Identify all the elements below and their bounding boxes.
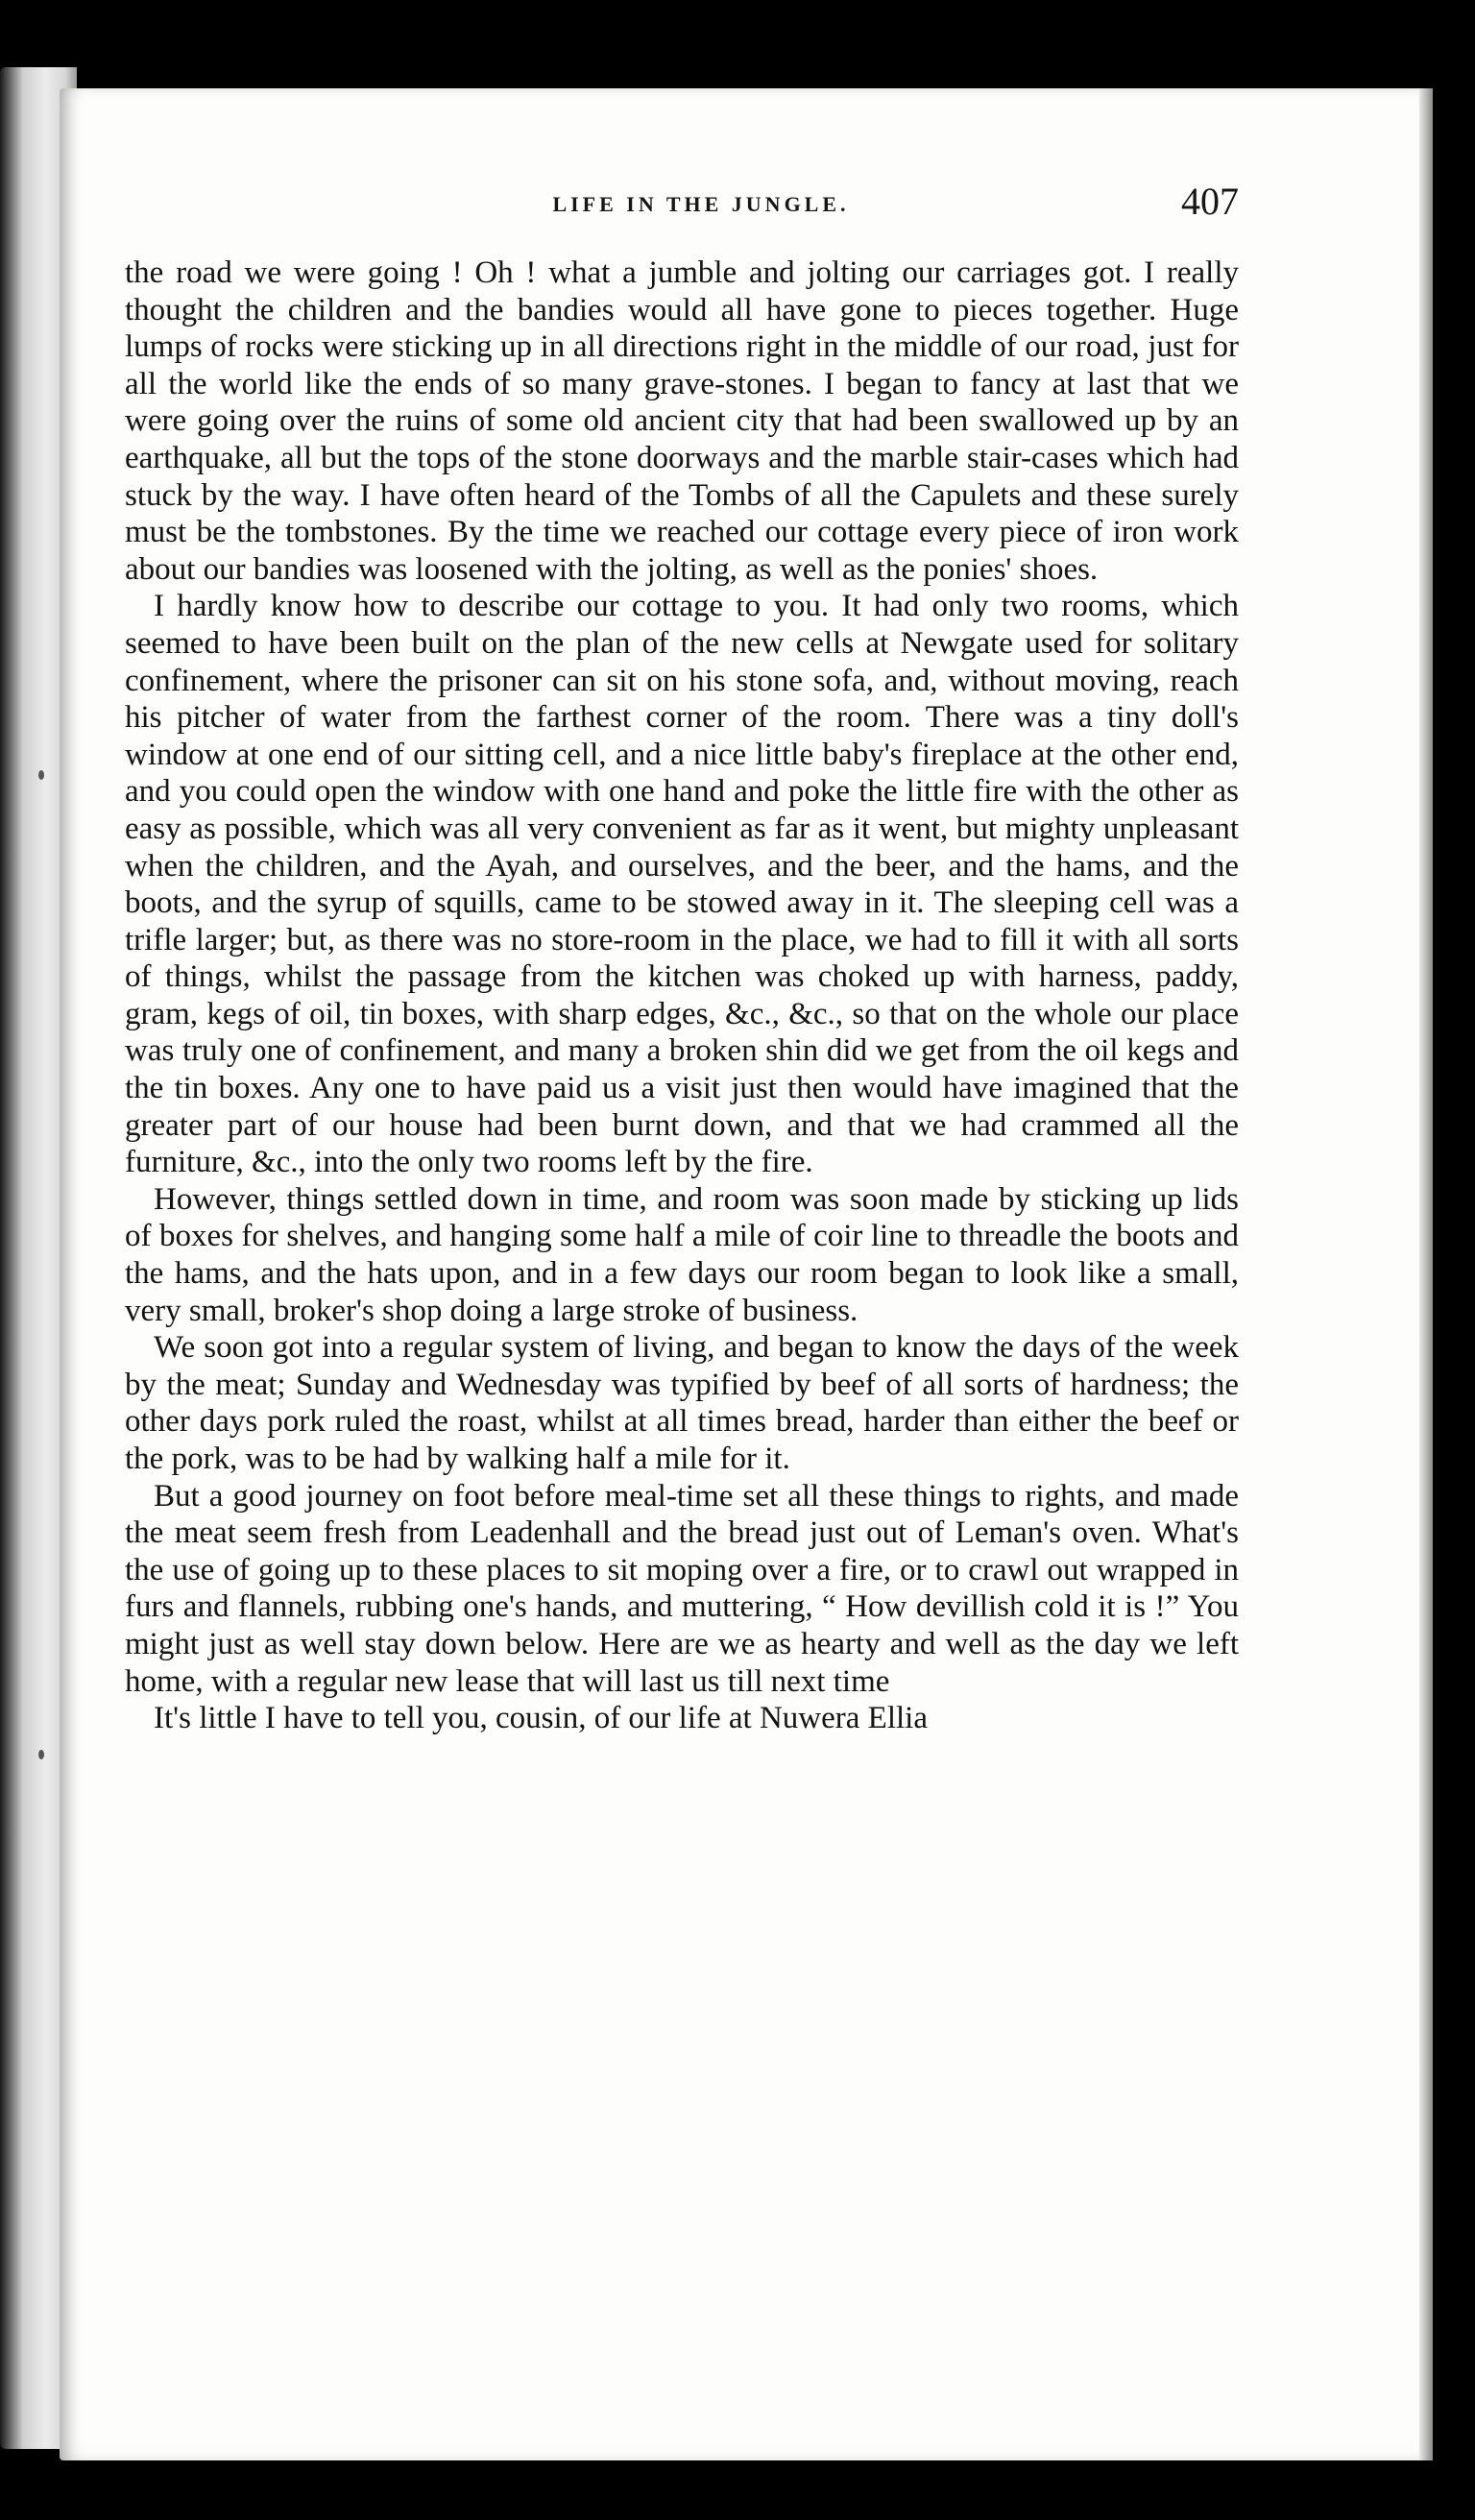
paragraph: However, things settled down in time, and room was soon made by sticking up lids of boxes for shelves, and hanging some half a mile of coir line to threadle the boots and the hams, and the hats upon, and in a few days our room began to look like a small, very small, broker's shop doing a large stroke of business. xyxy=(125,1181,1239,1328)
page-number: 407 xyxy=(1181,180,1239,223)
paragraph: the road we were going ! Oh ! what a jumble and jolting our carriages got. I really thought the children and the bandies would all have gone to pieces together. Huge lumps of rocks were sticking up in all directions right in the middle of our road, just for all the world like the ends of so many grave-stones. I began to fancy at last that we were going over the ruins of some old ancient city that had been swallowed up by an earthquake, all but the tops of the stone doorways and the marble stair-cases which had stuck by the way. I have often heard of the Tombs of all the Capulets and these surely must be the tombstones. By the time we reached our cottage every piece of iron work about our bandies was loosened with the jolting, as well as the ponies' shoes. xyxy=(125,255,1239,587)
scan-speck xyxy=(38,770,44,780)
paragraph: It's little I have to tell you, cousin, of our life at Nuwera Ellia xyxy=(154,1701,928,1736)
paragraph: I hardly know how to describe our cottage to you. It had only two rooms, which seemed to have been built on the plan of the new cells at Newgate used for solitary confinement, where the prisoner can sit on his stone sofa, and, without moving, reach his pitcher of water from the farthest corner of the room. There was a tiny doll's window at one end of our sitting cell, and a nice little baby's fireplace at the other end, and you could open the window with one hand and poke the little fire with the other as easy as possible, which was all very convenient as far as it went, but mighty unpleasant when the children, and the Ayah, and ourselves, and the beer, and the hams, and the boots, and the syrup of squills, came to be stowed away in it. The sleeping cell was a trifle larger; but, as there was no store-room in the place, we had to fill it with all sorts of things, whilst the passage from the kitchen was choked up with harness, paddy, gram, kegs of oil, tin boxes, with sharp edges, &c., &c., so that on the whole our place was truly one of confinement, and many a broken shin did we get from the oil kegs and the tin boxes. Any one to have paid us a visit just then would have imagined that the greater part of our house had been burnt down, and that we had crammed all the furniture, &c., into the only two rooms left by the fire. xyxy=(125,589,1239,1180)
page-right-edge xyxy=(1419,88,1433,2460)
paragraph: We soon got into a regular system of living, and began to know the days of the week by the meat; Sunday and Wednesday was typified by beef of all sorts of hardness; the other days pork ruled the roast, whilst at all times bread, harder than either the beef or the pork, was to be had by walking half a mile for it. xyxy=(125,1330,1239,1476)
paragraph: But a good journey on foot before meal-time set all these things to rights, and made the meat seem fresh from Leadenhall and the bread just out of Leman's oven. What's the use of going up to these places to sit moping over a fire, or to crawl out wrapped in furs and flannels, rubbing one's hands, and muttering, “ How devillish cold it is !” You might just as well stay down below. Here are we as hearty and well as the day we left home, with a regular new lease that will last us till next time xyxy=(125,1478,1239,1699)
running-title: LIFE IN THE JUNGLE. xyxy=(552,192,850,216)
body-text xyxy=(125,254,1239,1737)
running-head xyxy=(134,180,1239,223)
scan-speck xyxy=(38,1750,44,1759)
